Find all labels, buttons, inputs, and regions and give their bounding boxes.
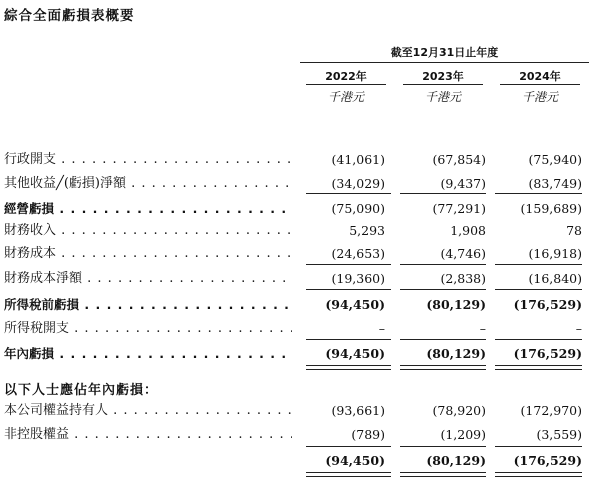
row-label: 非控股權益 . . . — [4, 425, 292, 445]
subtotal-rule — [306, 264, 391, 265]
table-row — [0, 401, 589, 421]
total-2022: (94,450) — [325, 453, 385, 468]
value-2023: (80,129) — [426, 346, 486, 361]
total-double-rule — [495, 472, 582, 477]
row-label: 本公司權益持有人 . . . — [4, 401, 292, 421]
year-2023-header: 2023年 — [422, 70, 464, 83]
subtotal-rule — [400, 339, 486, 340]
value-2023: (77,291) — [432, 201, 486, 216]
year-2022-header: 2022年 — [325, 70, 367, 83]
table-row — [0, 344, 589, 364]
total-double-rule — [306, 472, 391, 477]
value-2023: (2,838) — [440, 271, 486, 286]
row-label: 經營虧損 . . . — [4, 199, 292, 219]
table-row — [0, 319, 589, 339]
value-2023: (1,209) — [440, 427, 486, 442]
table-row — [0, 244, 589, 264]
unit-2022: 千港元 — [327, 90, 364, 104]
total-double-rule — [306, 365, 391, 370]
value-2024: (83,749) — [528, 176, 582, 191]
row-label: 其他收益╱(虧損)淨額 . . . — [4, 174, 292, 194]
subtotal-rule — [306, 193, 391, 194]
table-row — [0, 269, 589, 289]
table-row — [0, 199, 589, 219]
value-2024: 78 — [566, 223, 582, 238]
value-2024: (159,689) — [520, 201, 582, 216]
value-2022: (24,653) — [331, 246, 385, 261]
subtotal-rule — [400, 289, 486, 290]
total-2024: (176,529) — [513, 453, 582, 468]
period-divider — [300, 62, 589, 63]
value-2022: (789) — [351, 427, 385, 442]
year-2024-header: 2024年 — [519, 70, 561, 83]
value-2022: (75,090) — [331, 201, 385, 216]
subtotal-rule — [495, 446, 582, 447]
value-2023: (67,854) — [432, 152, 486, 167]
unit-2024: 千港元 — [521, 90, 558, 104]
year-2022-divider — [306, 84, 386, 85]
value-2023: – — [479, 321, 486, 336]
value-2023: (9,437) — [440, 176, 486, 191]
row-label: 財務成本 . . . — [4, 244, 292, 264]
value-2022: (41,061) — [331, 152, 385, 167]
row-label: 財務收入 . . . — [4, 221, 292, 241]
unit-2023: 千港元 — [424, 90, 461, 104]
period-header: 截至12月31日止年度 — [390, 46, 499, 59]
total-double-rule — [400, 472, 486, 477]
row-label: 行政開支 . . . — [4, 150, 292, 170]
table-row — [0, 150, 589, 170]
subtotal-rule — [495, 264, 582, 265]
subtotal-rule — [306, 289, 391, 290]
value-2023: (4,746) — [440, 246, 486, 261]
value-2022: (94,450) — [325, 297, 385, 312]
table-row — [0, 295, 589, 315]
value-2024: (176,529) — [513, 346, 582, 361]
year-2024-divider — [500, 84, 580, 85]
total-double-rule — [495, 365, 582, 370]
subtotal-rule — [400, 193, 486, 194]
value-2024: (3,559) — [536, 427, 582, 442]
value-2022: (19,360) — [331, 271, 385, 286]
subtotal-rule — [495, 289, 582, 290]
statement-title: 綜合全面虧損表概要 — [4, 8, 135, 24]
total-double-rule — [400, 365, 486, 370]
value-2024: – — [575, 321, 582, 336]
value-2024: (16,918) — [528, 246, 582, 261]
value-2024: (16,840) — [528, 271, 582, 286]
subtotal-rule — [400, 446, 486, 447]
row-label: 財務成本淨額 . . . — [4, 269, 292, 289]
value-2023: (80,129) — [426, 297, 486, 312]
value-2024: (176,529) — [513, 297, 582, 312]
year-2023-divider — [403, 84, 483, 85]
value-2022: 5,293 — [349, 223, 385, 238]
value-2023: 1,908 — [450, 223, 486, 238]
subtotal-rule — [306, 446, 391, 447]
value-2022: (34,029) — [331, 176, 385, 191]
subtotal-rule — [495, 193, 582, 194]
value-2023: (78,920) — [432, 403, 486, 418]
value-2024: (75,940) — [528, 152, 582, 167]
total-2023: (80,129) — [426, 453, 486, 468]
value-2022: (94,450) — [325, 346, 385, 361]
subtotal-rule — [495, 339, 582, 340]
table-row — [0, 221, 589, 241]
value-2024: (172,970) — [520, 403, 582, 418]
row-label: 年內虧損 . . . — [4, 344, 292, 364]
value-2022: (93,661) — [331, 403, 385, 418]
subtotal-rule — [400, 264, 486, 265]
value-2022: – — [378, 321, 385, 336]
table-row — [0, 425, 589, 445]
row-label: 所得稅開支 . . . — [4, 319, 292, 339]
row-label: 所得稅前虧損 . . . — [4, 295, 292, 315]
attribution-total-row — [0, 451, 589, 471]
attribution-title: 以下人士應佔年內虧損： — [4, 383, 159, 398]
table-row — [0, 174, 589, 194]
subtotal-rule — [306, 339, 391, 340]
